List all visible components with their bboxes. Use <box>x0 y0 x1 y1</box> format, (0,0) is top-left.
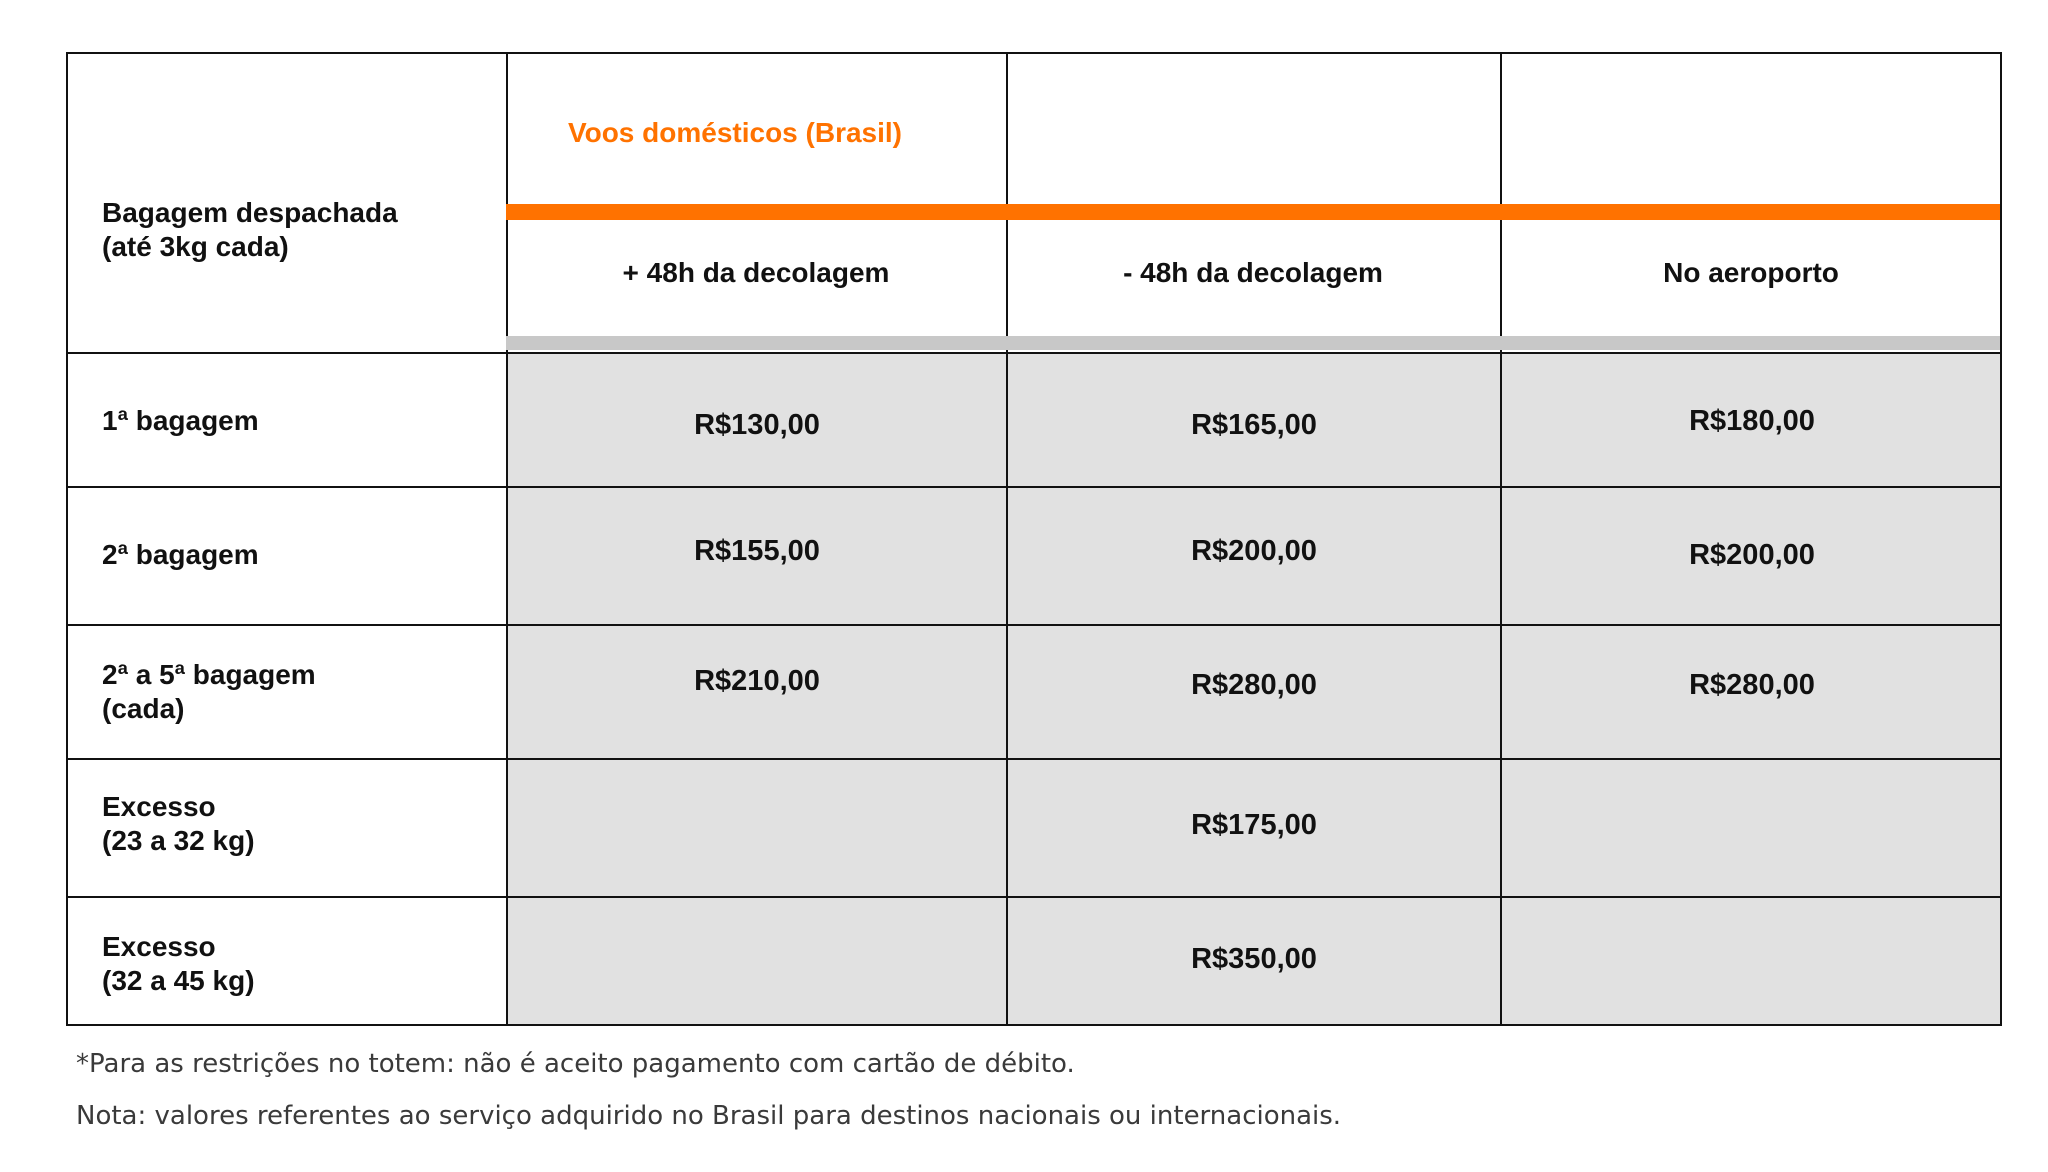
table-cell <box>1006 896 1500 1026</box>
header-gray-band <box>506 336 2002 350</box>
price-value: R$280,00 <box>1689 669 1815 701</box>
col-head-1: + 48h da decolagem <box>622 257 890 288</box>
baggage-fee-table <box>66 52 2002 1026</box>
price-value: R$200,00 <box>1191 535 1317 567</box>
header-cell-col-3 <box>1500 52 2002 352</box>
price-value: R$180,00 <box>1689 405 1815 437</box>
row-5-label-cell <box>66 896 506 1026</box>
row-4-label-cell <box>66 758 506 896</box>
table-cell <box>506 486 1006 624</box>
table-cell <box>1006 486 1500 624</box>
col-head-3: No aeroporto <box>1663 257 1839 288</box>
price-value: R$175,00 <box>1191 809 1317 841</box>
restriction-note: *Para as restrições no totem: não é aceito pagamento com cartão de débito. <box>76 1049 1075 1079</box>
table-cell <box>506 758 1006 896</box>
price-value: R$280,00 <box>1191 669 1317 701</box>
corner-header-cell <box>66 52 506 352</box>
price-value: R$210,00 <box>694 665 820 697</box>
col-head-2: - 48h da decolagem <box>1123 257 1383 288</box>
table-cell <box>1006 758 1500 896</box>
price-value: R$165,00 <box>1191 409 1317 441</box>
price-value: R$155,00 <box>694 535 820 567</box>
row-1-label-cell <box>66 352 506 486</box>
row-label: Excesso (23 a 32 kg) <box>102 791 255 856</box>
row-label: 2ª a 5ª bagagem (cada) <box>102 659 316 724</box>
table-cell <box>1500 352 2002 486</box>
region-accent-bar <box>506 204 2002 220</box>
table-cell <box>1500 758 2002 896</box>
table-cell <box>1500 896 2002 1026</box>
footnote: Nota: valores referentes ao serviço adquirido no Brasil para destinos nacionais ou internacionais. <box>76 1101 1342 1131</box>
header-cell-col-1 <box>506 52 1006 352</box>
table-cell <box>1500 624 2002 758</box>
row-3-label-cell <box>66 624 506 758</box>
table-cell <box>1006 624 1500 758</box>
row-label: 2ª bagagem <box>102 539 259 570</box>
region-title: Voos domésticos (Brasil) <box>568 117 903 148</box>
table-cell <box>506 624 1006 758</box>
row-label: Excesso (32 a 45 kg) <box>102 931 255 996</box>
table-cell <box>1500 486 2002 624</box>
row-2-label-cell <box>66 486 506 624</box>
price-value: R$350,00 <box>1191 943 1317 975</box>
header-cell-col-2 <box>1006 52 1500 352</box>
table-cell <box>1006 352 1500 486</box>
price-value: R$200,00 <box>1689 539 1815 571</box>
corner-header-label: Bagagem despachada (até 3kg cada) <box>102 197 398 262</box>
row-label: 1ª bagagem <box>102 405 259 436</box>
price-value: R$130,00 <box>694 409 820 441</box>
table-cell <box>506 896 1006 1026</box>
table-cell <box>506 352 1006 486</box>
